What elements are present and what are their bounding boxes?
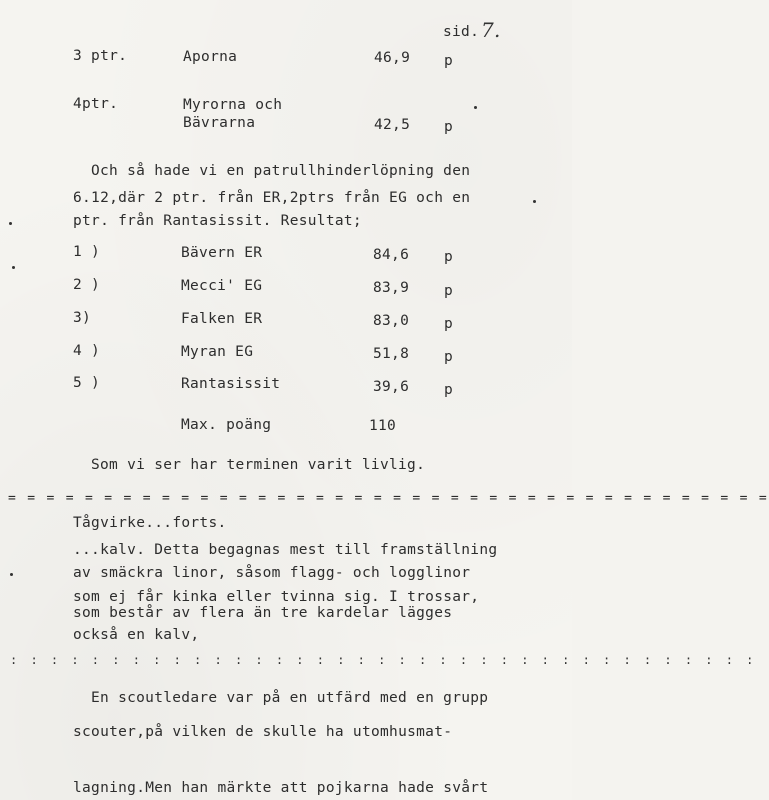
paragraph-line: En scoutledare var på en utfärd med en grupp <box>91 690 489 706</box>
result-score: 84,6 <box>373 247 410 263</box>
result-rank: 1 ) <box>73 244 101 260</box>
paragraph-line: som ej får kinka eller tvinna sig. I trossar, <box>73 589 480 605</box>
result-unit: p <box>444 249 454 265</box>
result-top-name-cont: Bävrarna <box>183 115 256 131</box>
summary-text: Som vi ser har terminen varit livlig. <box>91 457 426 473</box>
result-name: Bävern ER <box>181 245 263 261</box>
result-unit: p <box>444 349 454 365</box>
result-top-score: 42,5 <box>374 117 411 133</box>
result-score: 83,9 <box>373 280 410 296</box>
margin-mark <box>10 573 13 576</box>
paragraph-line: Och så hade vi en patrullhinderlöpning den <box>91 163 471 179</box>
result-top-unit: p <box>444 119 454 135</box>
result-rank: 2 ) <box>73 277 101 293</box>
paragraph-line: också en kalv, <box>73 627 200 643</box>
result-score: 39,6 <box>373 379 410 395</box>
paragraph-line: scouter,på vilken de skulle ha utomhusmat- <box>73 724 453 740</box>
result-unit: p <box>444 382 454 398</box>
result-unit: p <box>444 283 454 299</box>
margin-mark <box>9 222 12 225</box>
result-top-label: 3 ptr. <box>73 48 128 64</box>
result-name: Rantasissit <box>181 376 281 392</box>
result-score: 51,8 <box>373 346 410 362</box>
result-name: Falken ER <box>181 311 263 327</box>
result-rank: 3) <box>73 310 92 326</box>
result-name: Myran EG <box>181 344 254 360</box>
paragraph-line: ...kalv. Detta begagnas mest till framställning <box>73 542 498 558</box>
result-rank: 4 ) <box>73 343 101 359</box>
result-rank: 5 ) <box>73 375 101 391</box>
page-number: 7. <box>481 18 501 42</box>
max-value: 110 <box>369 418 397 434</box>
paragraph-line: av smäckra linor, såsom flagg- och logglinor <box>73 565 471 581</box>
result-name: Mecci' EG <box>181 278 263 294</box>
result-top-score: 46,9 <box>374 50 411 66</box>
paragraph-line: 6.12,där 2 ptr. från ER,2ptrs från EG och en <box>73 190 471 206</box>
paragraph-line: som består av flera än tre kardelar lägges <box>73 605 453 621</box>
dotted-divider: : : : : : : : : : : : : : : : : : : : : : : : : : : : : : : : : : : : : : <box>10 653 757 667</box>
result-top-name: Myrorna och <box>183 97 283 113</box>
result-top-label: 4ptr. <box>73 96 119 112</box>
result-top-unit: p <box>444 53 454 69</box>
paragraph-line: ptr. från Rantasissit. Resultat; <box>73 213 362 229</box>
margin-mark <box>474 106 477 109</box>
result-top-name: Aporna <box>183 49 238 65</box>
result-score: 83,0 <box>373 313 410 329</box>
margin-mark <box>12 266 15 269</box>
result-unit: p <box>444 316 454 332</box>
section-title: Tågvirke...forts. <box>73 515 227 531</box>
max-label: Max. poäng <box>181 417 272 433</box>
paragraph-line: lagning.Men han märkte att pojkarna hade svårt <box>73 780 489 796</box>
section-divider: = = = = = = = = = = = = = = = = = = = = = = = = = = = = = = = = = = = = = = = = <box>8 491 769 506</box>
margin-mark <box>533 200 536 203</box>
page-label: sid. <box>443 24 480 40</box>
